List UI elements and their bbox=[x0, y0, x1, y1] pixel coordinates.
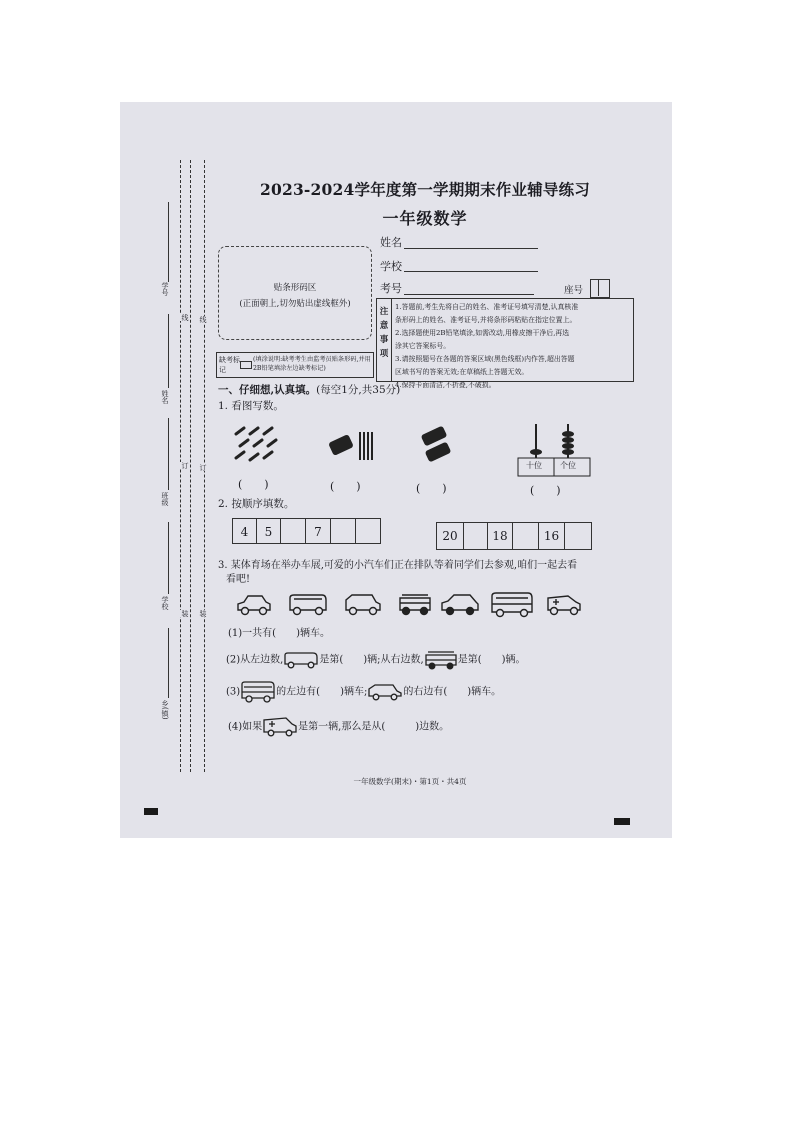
sticks-picture bbox=[230, 424, 282, 466]
margin-town-line bbox=[168, 628, 169, 698]
seq2-answer[interactable] bbox=[564, 522, 592, 550]
abacus-tens-label: 十位 bbox=[526, 461, 542, 470]
margin-student-no-line bbox=[168, 202, 169, 282]
car-row bbox=[234, 590, 590, 618]
q1-answer-2[interactable]: ( ) bbox=[330, 480, 361, 493]
notes-box bbox=[376, 298, 634, 389]
margin-dashed-line-2 bbox=[190, 160, 191, 772]
seq1-cell: 4 bbox=[232, 518, 257, 544]
abacus-ones-label: 个位 bbox=[560, 461, 576, 470]
name-label: 姓名 bbox=[380, 236, 402, 249]
seq1-answer[interactable] bbox=[355, 518, 381, 544]
margin-zhuang-label-2: 装 bbox=[199, 610, 207, 617]
section1-heading: 一、仔细想,认真填。(每空1分,共35分) bbox=[218, 384, 401, 396]
exam-no-field[interactable] bbox=[404, 294, 534, 295]
absent-mark-instructions: (填涂说明:缺考考生由监考员贴条形码,并用2B铅笔填涂左边缺考标记) bbox=[253, 356, 371, 372]
absent-mark-box bbox=[216, 352, 374, 378]
margin-ding-label-2: 订 bbox=[199, 464, 207, 471]
van-icon bbox=[283, 651, 319, 669]
name-field[interactable] bbox=[404, 248, 538, 249]
seq2-answer[interactable] bbox=[512, 522, 539, 550]
q1-title: 1. 看图写数。 bbox=[218, 400, 284, 412]
margin-class-line bbox=[168, 418, 169, 490]
ambulance-icon bbox=[262, 716, 298, 738]
margin-zhuang-label: 装 bbox=[181, 610, 189, 617]
bus-icon bbox=[240, 680, 276, 704]
margin-name-label: 姓名 bbox=[161, 390, 169, 404]
notes-text: 1.答题前,考生先将自己的姓名、准考证号填写清楚,认真核准 条形码上的姓名、准考证号,并将条形码粘贴在指定位置上。 2.选择题使用2B铅笔填涂,如需改动,用橡皮擦干净后,再选 涂其它答案标号。 3.请按照题号在各题的答案区域(黑色线框)内作答,超出答题 区域书写的答案无效;在草稿纸上答题无效。 4.保持卡面清洁,不折叠,不破损。 bbox=[395, 303, 579, 389]
registration-mark-left bbox=[144, 808, 158, 815]
absent-mark-checkbox[interactable] bbox=[240, 361, 252, 369]
seat-field-divider bbox=[598, 279, 599, 296]
registration-mark-right bbox=[614, 818, 630, 825]
q3-part-4: (4)如果 是第一辆,那么是从( )边数。 bbox=[228, 716, 449, 738]
seq2-cell: 20 bbox=[436, 522, 464, 550]
q3-part-2: (2)从左边数, 是第( )辆;从右边数, 是第( )辆。 bbox=[226, 650, 526, 670]
bundle-sticks-picture bbox=[328, 428, 380, 462]
margin-name-line bbox=[168, 314, 169, 388]
margin-school-label: 学校 bbox=[161, 596, 169, 610]
margin-class-label: 班级 bbox=[161, 492, 169, 506]
school-label: 学校 bbox=[380, 260, 402, 273]
seq2-answer[interactable] bbox=[463, 522, 488, 550]
notes-label: 注 意 事 项 bbox=[377, 299, 392, 381]
seat-label: 座号 bbox=[564, 285, 584, 296]
seq1-answer[interactable] bbox=[330, 518, 356, 544]
margin-town-label: 乡(镇) bbox=[161, 700, 169, 720]
q3-text-line1: 3. 某体育场在举办车展,可爱的小汽车们正在排队等着同学们去参观,咱们一起去看 bbox=[218, 560, 578, 571]
margin-xian-label: 线 bbox=[181, 314, 189, 321]
fire-truck-icon bbox=[424, 650, 458, 670]
q3-text-line2: 看吧! bbox=[226, 574, 251, 585]
q1-answer-1[interactable]: ( ) bbox=[238, 478, 269, 491]
q1-answer-4[interactable]: ( ) bbox=[530, 484, 561, 497]
q3-part-1: (1)一共有( )辆车。 bbox=[228, 628, 330, 639]
seq2-cell: 16 bbox=[538, 522, 565, 550]
school-field[interactable] bbox=[404, 271, 538, 272]
margin-student-no-label: 学号 bbox=[161, 282, 169, 296]
seq1-answer[interactable] bbox=[280, 518, 306, 544]
barcode-hint: (正面朝上,切勿贴出虚线框外) bbox=[239, 299, 351, 309]
seq1-cell: 7 bbox=[305, 518, 331, 544]
two-bundles-picture bbox=[418, 424, 458, 464]
margin-ding-label: 订 bbox=[181, 462, 189, 469]
exam-title: 2023-2024学年度第一学期期末作业辅导练习 bbox=[259, 180, 590, 199]
q3-part-3: (3) 的左边有( )辆车; 的右边有( )辆车。 bbox=[226, 680, 501, 704]
exam-paper bbox=[120, 102, 672, 838]
page-footer: 一年级数学(期末)・第1页・共4页 bbox=[353, 777, 467, 786]
margin-school-line bbox=[168, 522, 169, 594]
exam-subject: 一年级数学 bbox=[382, 209, 468, 228]
barcode-area bbox=[218, 246, 372, 340]
q2-title: 2. 按顺序填数。 bbox=[218, 498, 295, 510]
q1-answer-3[interactable]: ( ) bbox=[416, 482, 447, 495]
absent-mark-label: 缺考标记 bbox=[219, 356, 240, 374]
seq1-cell: 5 bbox=[256, 518, 281, 544]
seq2-cell: 18 bbox=[487, 522, 513, 550]
seat-field[interactable] bbox=[590, 279, 610, 298]
margin-xian-label-2: 线 bbox=[199, 316, 207, 323]
exam-no-label: 考号 bbox=[380, 282, 402, 295]
suv-icon bbox=[367, 683, 403, 701]
barcode-title: 贴条形码区 bbox=[273, 283, 317, 293]
